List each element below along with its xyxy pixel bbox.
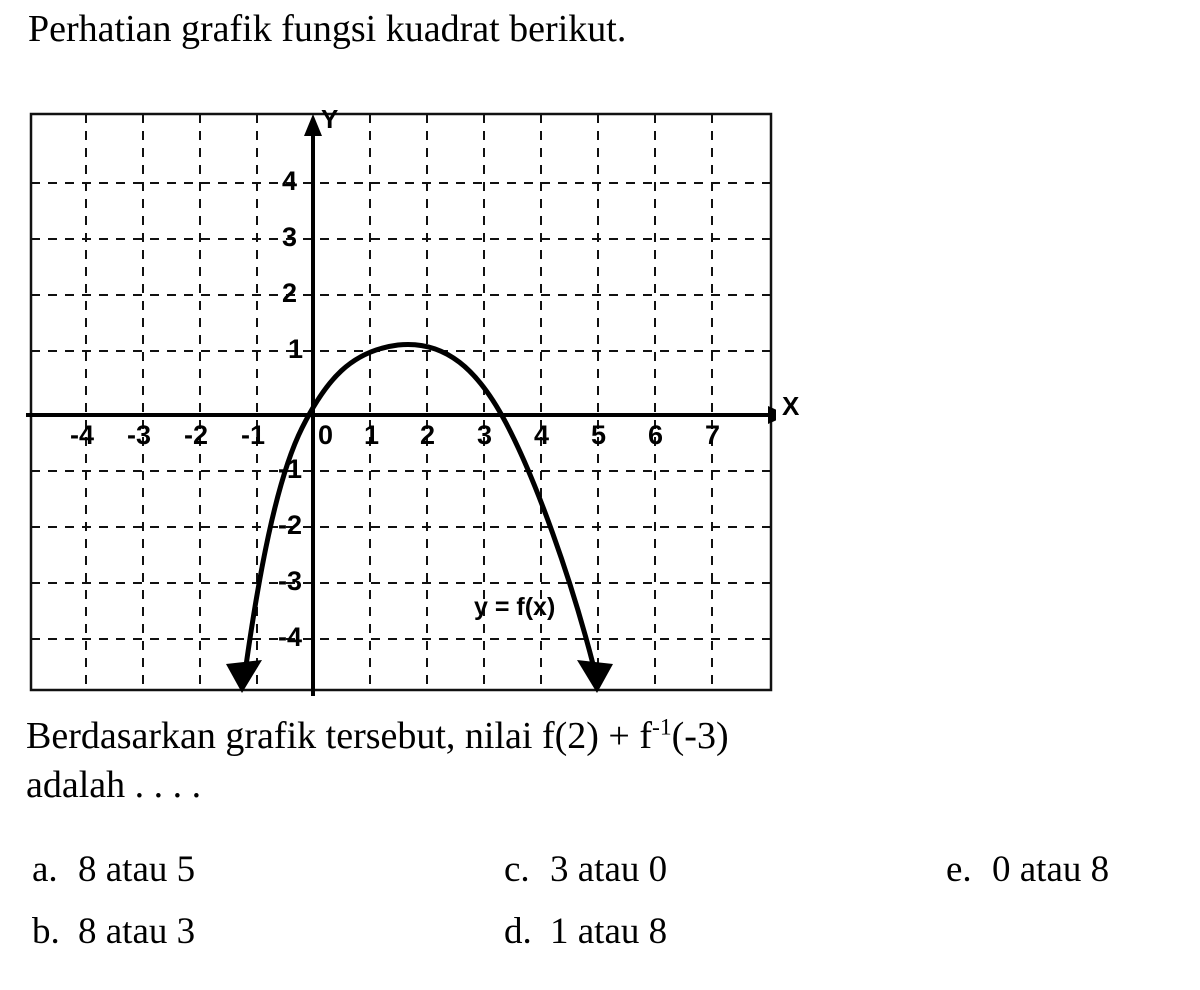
y-tick-minus3: -3 <box>278 566 303 596</box>
question-tail-part2: (-3) <box>671 715 729 757</box>
x-tick-minus3: -3 <box>127 420 152 450</box>
y-tick-1: 1 <box>288 334 304 364</box>
y-axis-label: Y <box>321 104 339 134</box>
x-tick-6: 6 <box>648 420 664 450</box>
option-c-label: c. <box>504 849 530 890</box>
y-tick-minus2: -2 <box>278 510 303 540</box>
x-tick-4: 4 <box>534 420 550 450</box>
option-a-label: a. <box>32 849 58 890</box>
quadratic-graph-svg <box>26 108 776 696</box>
y-tick-3: 3 <box>282 222 298 252</box>
x-tick-minus2: -2 <box>184 420 209 450</box>
option-a[interactable] <box>32 848 195 891</box>
graph-figure <box>26 104 800 696</box>
x-tick-zero: 0 <box>318 420 334 450</box>
x-tick-minus1: -1 <box>241 420 266 450</box>
option-e[interactable] <box>946 848 1109 891</box>
option-b-text: 8 atau 3 <box>78 911 196 952</box>
y-tick-2: 2 <box>282 278 298 308</box>
x-tick-minus4: -4 <box>70 420 95 450</box>
question-tail <box>26 712 1186 809</box>
question-stem: Perhatian grafik fungsi kuadrat berikut. <box>28 8 627 50</box>
y-tick-4: 4 <box>282 166 298 196</box>
option-d-text: 1 atau 8 <box>550 911 668 952</box>
option-c[interactable] <box>504 848 667 891</box>
x-tick-5: 5 <box>591 420 607 450</box>
x-tick-2: 2 <box>420 420 436 450</box>
x-tick-1: 1 <box>364 420 380 450</box>
option-d-label: d. <box>504 911 532 952</box>
option-e-label: e. <box>946 849 972 890</box>
x-tick-3: 3 <box>477 420 493 450</box>
option-b-label: b. <box>32 911 60 952</box>
question-tail-line2: adalah . . . . <box>26 763 202 806</box>
option-e-text: 0 atau 8 <box>992 849 1110 890</box>
y-tick-minus4: -4 <box>278 622 303 652</box>
curve-equation-label: y = f(x) <box>474 593 556 621</box>
option-c-text: 3 atau 0 <box>550 849 668 890</box>
x-tick-7: 7 <box>705 420 721 450</box>
y-tick-minus1: -1 <box>278 454 303 484</box>
option-b[interactable] <box>32 910 195 953</box>
x-axis-label: X <box>782 391 800 421</box>
answer-options <box>26 848 1196 978</box>
option-d[interactable] <box>504 910 667 953</box>
option-a-text: 8 atau 5 <box>78 849 196 890</box>
inverse-superscript: -1 <box>652 714 672 741</box>
question-tail-part1: Berdasarkan grafik tersebut, nilai f(2) + f <box>26 715 653 757</box>
